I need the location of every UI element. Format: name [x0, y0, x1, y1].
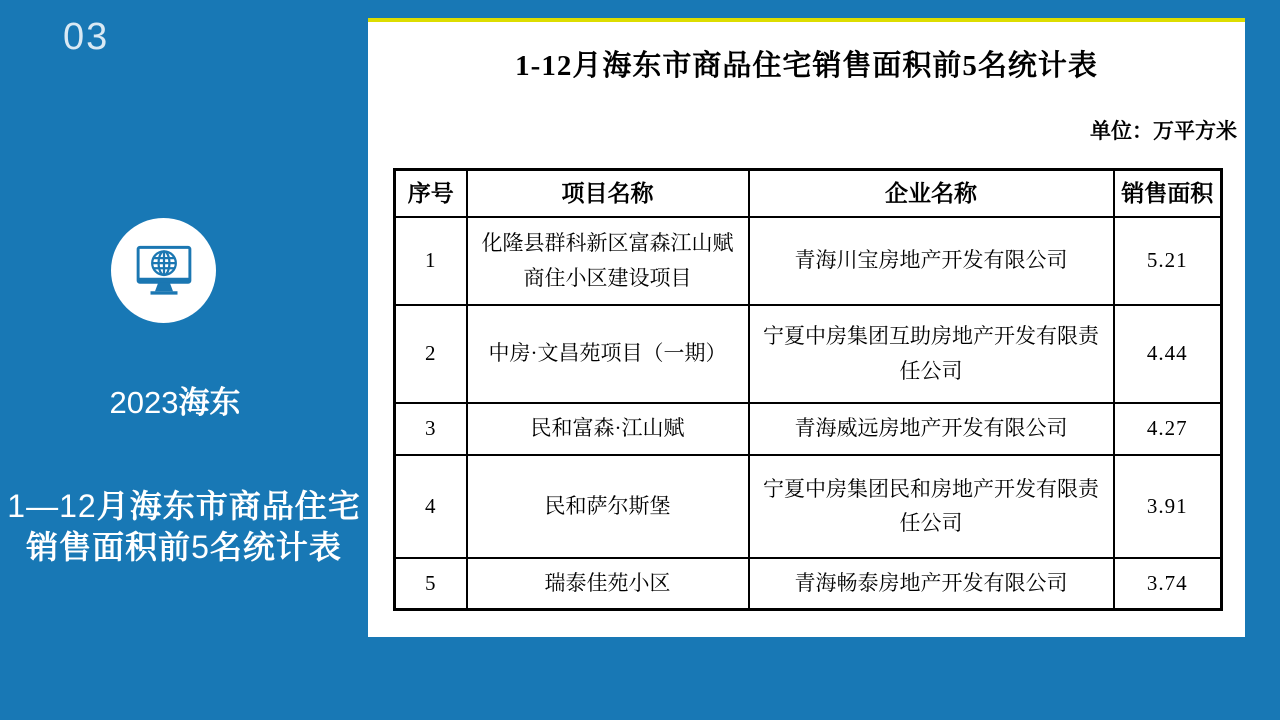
year-label-city: 海东 — [178, 385, 241, 420]
cell-company: 青海威远房地产开发有限公司 — [749, 403, 1114, 455]
cell-area: 5.21 — [1114, 217, 1222, 305]
cell-project: 中房·文昌苑项目（一期） — [467, 305, 749, 403]
cell-no: 3 — [395, 403, 467, 455]
cell-no: 4 — [395, 455, 467, 558]
cell-project: 民和富森·江山赋 — [467, 403, 749, 455]
cell-project: 瑞泰佳苑小区 — [467, 558, 749, 610]
table-row — [395, 558, 1222, 610]
cell-area: 4.44 — [1114, 305, 1222, 403]
cell-company: 宁夏中房集团民和房地产开发有限责任公司 — [749, 455, 1114, 558]
cell-project: 化隆县群科新区富森江山赋商住小区建设项目 — [467, 217, 749, 305]
cell-no: 5 — [395, 558, 467, 610]
slide-title-line2: 销售面积前5名统计表 — [26, 529, 342, 565]
table-row — [395, 217, 1222, 305]
cell-no: 1 — [395, 217, 467, 305]
section-number: 03 — [63, 16, 110, 58]
col-header-no: 序号 — [395, 170, 467, 217]
slide-title-line1: 1—12月海东市商品住宅 — [7, 488, 361, 524]
cell-company: 青海畅泰房地产开发有限公司 — [749, 558, 1114, 610]
table-row — [395, 403, 1222, 455]
cell-area: 4.27 — [1114, 403, 1222, 455]
col-header-company: 企业名称 — [749, 170, 1114, 217]
cell-company: 青海川宝房地产开发有限公司 — [749, 217, 1114, 305]
cell-company: 宁夏中房集团互助房地产开发有限责任公司 — [749, 305, 1114, 403]
table-panel — [368, 18, 1245, 637]
col-header-project: 项目名称 — [467, 170, 749, 217]
year-label-year: 2023 — [109, 385, 179, 420]
cell-area: 3.91 — [1114, 455, 1222, 558]
year-label — [0, 377, 350, 422]
cell-area: 3.74 — [1114, 558, 1222, 610]
table-title: 1-12月海东市商品住宅销售面积前5名统计表 — [515, 50, 1098, 82]
col-header-area: 销售面积 — [1114, 170, 1222, 217]
table-header-row — [395, 170, 1222, 217]
sales-table — [393, 168, 1223, 611]
unit-label: 单位：万平方米 — [1090, 119, 1237, 143]
monitor-globe-glyph — [128, 235, 200, 307]
table-row — [395, 305, 1222, 403]
computer-globe-icon — [111, 218, 216, 323]
table-row — [395, 455, 1222, 558]
cell-project: 民和萨尔斯堡 — [467, 455, 749, 558]
slide-title — [0, 486, 368, 568]
cell-no: 2 — [395, 305, 467, 403]
